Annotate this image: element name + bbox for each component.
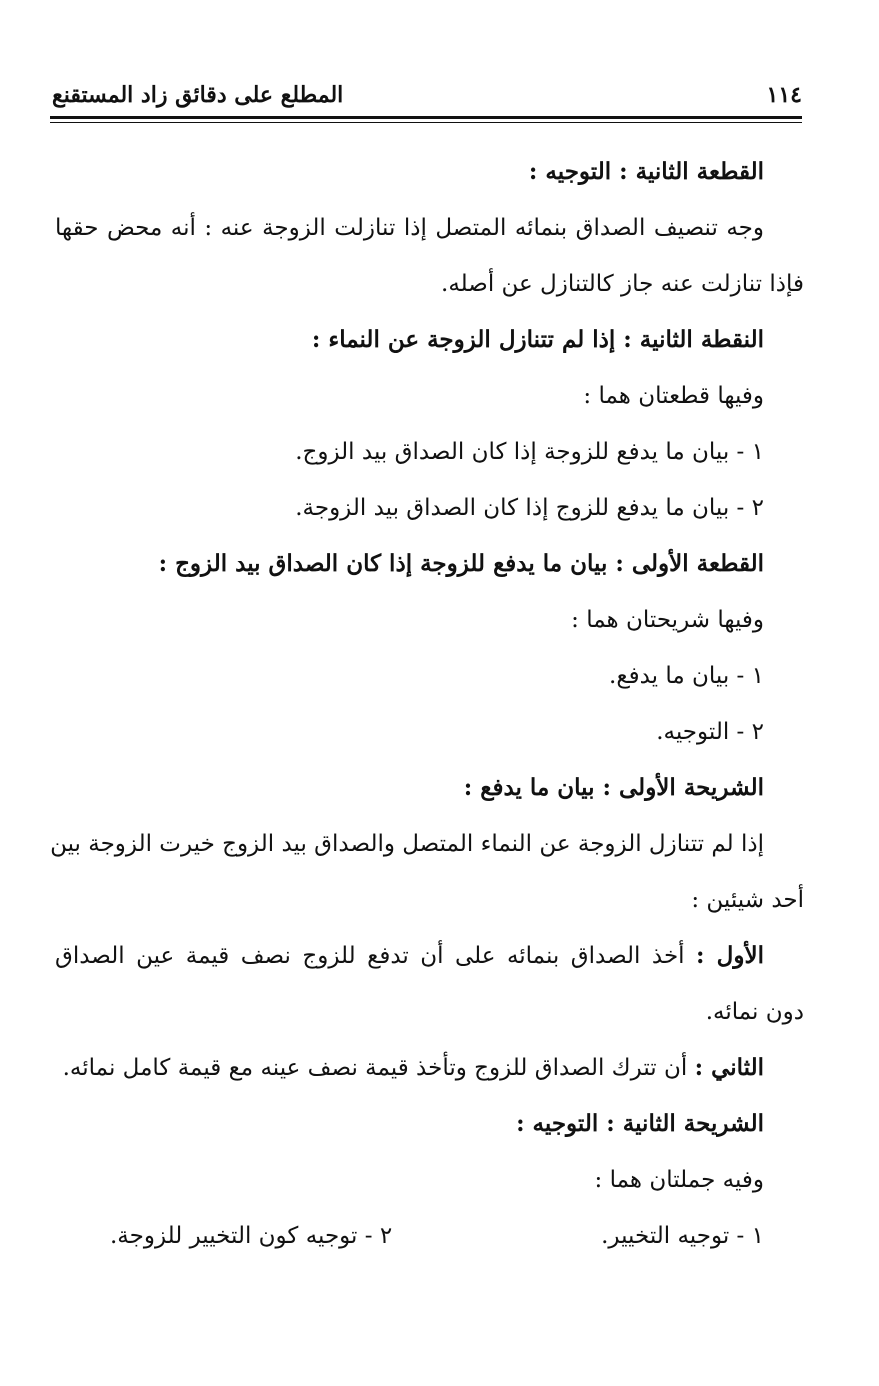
paragraph-line: وفيه جملتان هما :: [594, 1167, 764, 1193]
paragraph-line: فإذا تنازلت عنه جاز كالتنازل عن أصله.: [441, 271, 804, 297]
list-item: ١ - توجيه التخيير.: [601, 1223, 764, 1249]
paragraph-line: دون نمائه.: [705, 999, 804, 1025]
list-item: ١ - بيان ما يدفع.: [609, 663, 764, 689]
section-heading: القطعة الثانية : التوجيه :: [528, 158, 764, 185]
section-heading: الشريحة الثانية : التوجيه :: [516, 1110, 764, 1137]
term-text: أخذ الصداق بنمائه على أن تدفع للزوج نصف قيمة عين الصداق: [55, 943, 697, 969]
list-item: ٢ - توجيه كون التخيير للزوجة.: [110, 1223, 393, 1249]
paragraph-line: أحد شيئين :: [691, 887, 804, 913]
book-title: المطلع على دقائق زاد المستقنع: [52, 82, 344, 108]
paragraph-line: وجه تنصيف الصداق بنمائه المتصل إذا تنازلت الزوجة عنه : أنه محض حقها: [55, 215, 764, 241]
section-heading: الشريحة الأولى : بيان ما يدفع :: [463, 774, 764, 801]
paragraph-line: وفيها قطعتان هما :: [583, 383, 764, 409]
paragraph-line: وفيها شريحتان هما :: [571, 607, 764, 633]
paragraph-line: إذا لم تتنازل الزوجة عن النماء المتصل والصداق بيد الزوج خيرت الزوجة بين: [50, 831, 764, 857]
header-rule-thick: [50, 116, 802, 119]
list-item: ٢ - بيان ما يدفع للزوج إذا كان الصداق بيد الزوجة.: [295, 495, 764, 521]
header-rule-thin: [50, 122, 802, 123]
term-label: الأول :: [696, 942, 764, 969]
paragraph-line: [63, 1052, 764, 1084]
term-text: أن تترك الصداق للزوج وتأخذ قيمة نصف عينه مع قيمة كامل نمائه.: [62, 1055, 695, 1081]
paragraph-line: [55, 940, 764, 972]
page-number: ١١٤: [766, 82, 802, 108]
list-item: ١ - بيان ما يدفع للزوجة إذا كان الصداق بيد الزوج.: [295, 439, 764, 465]
section-heading: النقطة الثانية : إذا لم تتنازل الزوجة عن النماء :: [311, 326, 764, 353]
list-item: ٢ - التوجيه.: [656, 719, 764, 745]
page-header: [52, 82, 802, 110]
section-heading: القطعة الأولى : بيان ما يدفع للزوجة إذا كان الصداق بيد الزوج :: [158, 550, 764, 577]
term-label: الثاني :: [694, 1054, 764, 1081]
